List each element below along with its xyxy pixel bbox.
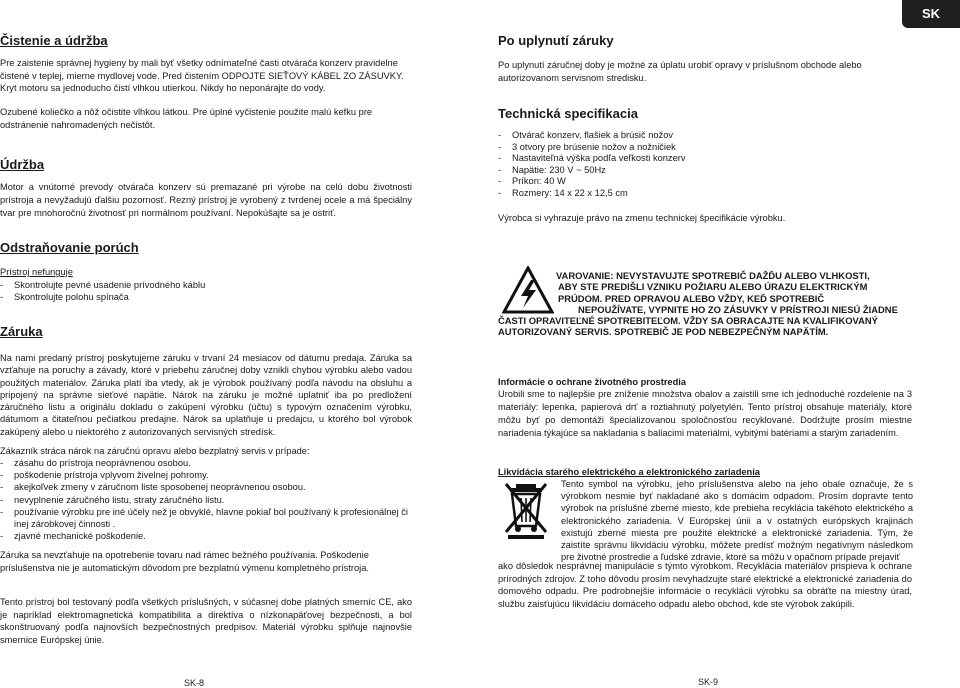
list-item: - 3 otvory pre brúsenie nožov a nožničiek	[498, 142, 918, 154]
troubleshooting-subtitle: Prístroj nefunguje	[0, 267, 73, 277]
cleaning-paragraph-2: Ozubené koliečko a nôž očistite vlhkou látkou. Pre úplné vyčistenie použite malú kefku pre odstránenie nahromadených nečistôt.	[0, 107, 373, 130]
warning-line: ČASTI OPRAVITEĽNÉ SPOTREBITEĽOM. VŽDY SA OBRACAJTE NA KVALIFIKOVANÝ	[498, 315, 878, 326]
page-number-right: SK-9	[698, 677, 719, 687]
troubleshooting-title: Odstraňovanie porúch	[0, 240, 139, 255]
cleaning-title: Čistenie a údržba	[0, 33, 108, 48]
after-warranty-paragraph: Po uplynutí záručnej doby je možné za úplatu urobiť opravy v príslušnom obchode alebo autorizovanom servisnom stredisku.	[498, 60, 862, 83]
after-warranty-title: Po uplynutí záruky	[498, 33, 614, 48]
list-item: - Skontrolujte polohu spínača	[0, 291, 400, 303]
warning-line: NEPOUŽÍVATE, VYPNITE HO ZO ZÁSUVKY V PRÍSTROJI NIESÚ ŽIADNE	[578, 303, 898, 315]
list-item: - Príkon: 40 W	[498, 176, 918, 188]
warranty-exclusions-intro: Zákazník stráca nárok na záručnú opravu alebo bezplatný servis v prípade:	[0, 446, 310, 456]
electric-hazard-icon	[502, 266, 554, 314]
list-item: - Nastaviteľná výška podľa veľkosti konzerv	[498, 153, 918, 165]
list-item: - Napätie: 230 V ~ 50Hz	[498, 165, 918, 177]
environment-paragraph: Urobili sme to najlepšie pre zníženie množstva obalov a zaistili sme ich jednoduché rozdelenie na 3 materiály: lepenka, papierová drť a roztiahnutý polyetylén. Tento prístroj obsahuje materiály, ktoré môžu byť po demontáži špecializovanou spoločnosťou recyklované. Dodržujte prosím miestne nariadenia týkajúce sa nakladania s baliacimi materiálmi, vybitými batériami a starým zariadením.	[498, 389, 912, 438]
spec-note: Výrobca si vyhrazuje právo na zmenu technickej špecifikácie výrobku.	[498, 213, 786, 223]
warranty-exclusions-list	[0, 457, 412, 542]
warning-line: VAROVANIE: NEVYSTAVUJTE SPOTREBIČ DAŽĎU ALEBO VLHKOSTI,	[556, 270, 870, 281]
troubleshooting-list	[0, 279, 400, 303]
maintenance-paragraph: Motor a vnútorné prevody otvárača konzerv sú premazané pri výrobe na celú dobu životnosti prístroja a nevyžadujú ďalšiu pozornosť. Rezný prístroj je vyrobený z tvrdenej ocele a má špeciálny tvar pre mnohoročnú životnosť pri normálnom používaní. Nepokúšajte sa je ostriť.	[0, 182, 412, 218]
page-number-left: SK-8	[184, 678, 205, 688]
environment-title: Informácie o ochrane životného prostredia	[498, 377, 687, 387]
list-item: - Skontrolujte pevné usadenie prívodného káblu	[0, 279, 400, 291]
warning-line: PRÚDOM. PRED OPRAVOU ALEBO VŽDY, KEĎ SPOTREBIČ	[558, 292, 825, 304]
list-item: - Otvárač konzerv, flašiek a brúsič nožov	[498, 130, 918, 142]
list-item: - zjavné mechanické poškodenie.	[0, 530, 412, 542]
warning-text-continued	[498, 315, 918, 338]
spec-title: Technická specifikacia	[498, 106, 638, 121]
list-item: - používanie výrobku pre iné účely než je obvyklé, hlavne pokiaľ bol používaný k profesionálnej či inej zárobkovej činnosti .	[0, 506, 412, 530]
list-item: - zásahu do prístroja neoprávnenou osobou.	[0, 457, 412, 469]
warning-line: ABY STE PREDIŠLI VZNIKU POŽIARU ALEBO ÚRAZU ELEKTRICKÝM	[558, 281, 868, 293]
crossed-bin-icon	[502, 478, 550, 540]
weee-title: Likvidácia starého elektrického a elektronického zariadenia	[498, 467, 760, 477]
language-tab: SK	[902, 0, 960, 28]
list-item: - nevyplnenie záručného listu, straty záručného listu.	[0, 494, 412, 506]
cleaning-paragraph: Pre zaistenie správnej hygieny by mali byť všetky odnímateľné časti otvárača konzerv pravidelne čistené v teplej, mierne mydlovej vode. Pred čistením ODPOJTE SIEŤOVÝ KÁBEL ZO ZÁSUVKY. Kryt motoru sa jednoducho čistí vlhkou utierkou. Nikdy ho neponárajte do vody.	[0, 58, 404, 94]
warranty-paragraph: Na nami predaný prístroj poskytujeme záruku v trvaní 24 mesiacov od dátumu predaja. Záruka sa vzťahuje na poruchy a závady, ktoré v priebehu záručnej doby vznikli chybou výrobku alebo vadou použitých materiálov. Záruka platí iba vtedy, ak je výrobok používaný podľa návodu na obsluhu a pripojený na správne sieťové napätie. Nárok na záruku je možné uplatniť iba po predložení záručného listu a originálu dokladu o zakúpení výrobku (účtu) s typovým označením výrobku, dátumom a čitateľnou pečiatkou predajne. Nárok sa uplatňuje u predajcu, u ktorého bol výrobok zakúpený alebo u niektorého z autorizovaných servisných stredísk.	[0, 353, 412, 437]
warranty-ce-note: Tento prístroj bol testovaný podľa všetkých príslušných, v súčasnej dobe platných smerníc CE, ako je napríklad elektromagnetická kompatibilita a direktíva o nízkonapäťovej bezpečnosti, a bol skonštruovaný podľa najnovších bezpečnostných predpisov. Materiál výrobku splňuje najnovšie smernice Európskej únie.	[0, 597, 412, 645]
warranty-title: Záruka	[0, 324, 43, 339]
weee-paragraph: Tento symbol na výrobku, jeho príslušenstva alebo na jeho obale označuje, že s výrobkom nesmie byť nakladané ako s domácim odpadom. Prosím dopravte tento výrobok na príslušné zberné miesto, kde prebieha recyklácia takéhoto elektrického a elektronického zariadenia. V Európskej únii a v ostatných európskych krajinách existujú zberné miesta pre použité elektrické a elektronické zariadenia. Tým, že zaistíte správnu likvidáciu výrobku, môžete predísť možným negatívnym následkom pre životné prostredie a ľudské zdravie, ktoré sa môžu v opačnom prípade prejaviť	[561, 479, 913, 563]
list-item: - Rozmery: 14 x 22 x 12,5 cm	[498, 188, 918, 200]
list-item: - poškodenie prístroja vplyvom živelnej pohromy.	[0, 469, 412, 481]
warning-line: AUTORIZOVANÝ SERVIS. SPOTREBIČ JE POD NEBEZPEČNÝM NAPÄTÍM.	[498, 326, 829, 338]
warranty-wear-note: Záruka sa nevzťahuje na opotrebenie tovaru nad rámec bežného používania. Poškodenie príslušenstva nie je automatickým dôvodom pre bezplatnú výmenu kompletného prístroja.	[0, 550, 369, 573]
warning-text	[556, 270, 900, 315]
spec-list	[498, 130, 918, 200]
maintenance-title: Údržba	[0, 157, 45, 172]
list-item: - akejkoľvek zmeny v záručnom liste sposobenej neoprávnenou osobou.	[0, 481, 412, 493]
weee-paragraph-2: ako dôsledok nesprávnej manipulácie s týmto výrobkom. Recyklácia materiálov prispieva k ochrane prírodných zdrojov. Z toho dôvodu prosím nevyhadzujte staré elektrické a elektronické zariadenia do domového odpadu. Pre podrobnejšie informácie o recyklácii výrobku sa obráťte na miestny úrad, službu zaisťujúcu likvidáciu domáceho odpadu alebo obchod, kde ste výrobok zakúpili.	[498, 561, 912, 609]
